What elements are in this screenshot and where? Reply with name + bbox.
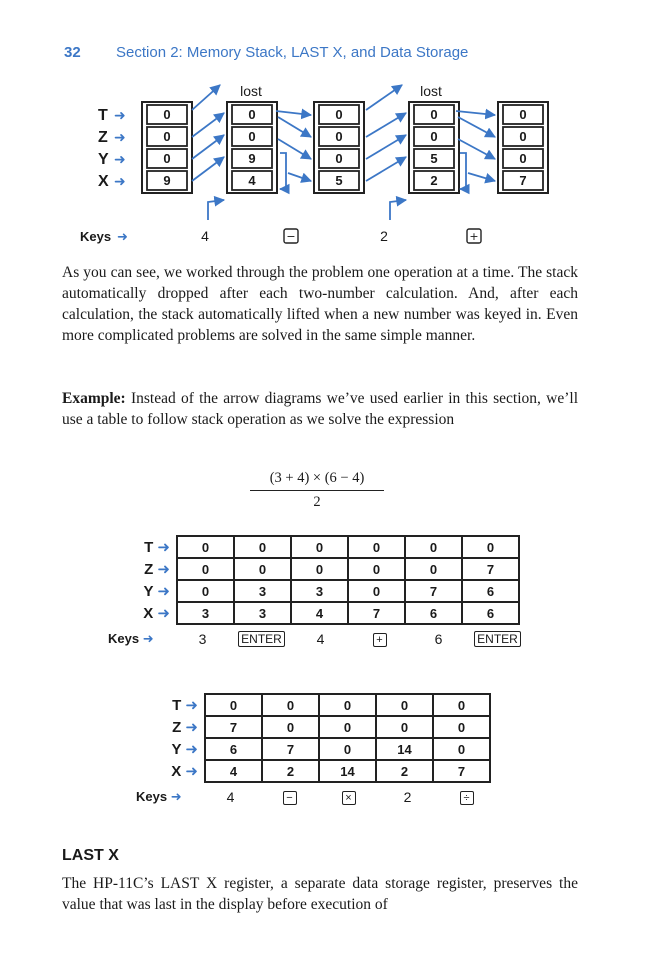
key-digit: 4 — [316, 631, 325, 647]
register-cell: 0 — [234, 536, 291, 558]
key-digit: 3 — [198, 631, 207, 647]
stack-cell-value: 0 — [430, 129, 438, 144]
lift-arrow-icon — [366, 85, 402, 110]
key-press — [321, 789, 376, 805]
arrow-right-icon: ➜ — [114, 152, 126, 168]
stack-cell-value: 0 — [519, 107, 527, 122]
register-cell: 0 — [348, 536, 405, 558]
register-cell: 14 — [376, 738, 433, 760]
combine-bracket-icon — [460, 153, 466, 189]
drop-arrow-icon — [458, 117, 495, 137]
register-row — [146, 716, 490, 738]
register-name: Y — [143, 583, 154, 600]
arrow-right-icon: ➜ — [181, 741, 198, 758]
register-cell: 7 — [433, 760, 490, 782]
register-cell: 7 — [262, 738, 319, 760]
keys-label — [108, 631, 174, 647]
operator-key-icon: ÷ — [460, 791, 474, 805]
intro-paragraph: As you can see, we worked through the problem one operation at a time. The stack automatically dropped after each two-number calculation. And, after each calculation, the stack automatically lifted when a new number was keyed in. Even more complicated problems are solved in the same simple manner. — [62, 264, 578, 344]
stack-cell-value: 0 — [335, 107, 343, 122]
register-cell: 6 — [462, 580, 519, 602]
register-cell: 0 — [376, 716, 433, 738]
stack-cell-value: 7 — [519, 173, 527, 188]
register-name: X — [171, 763, 182, 780]
arrow-right-icon: ➜ — [117, 230, 128, 245]
stack-cell-value: 0 — [335, 151, 343, 166]
register-cell: 0 — [262, 716, 319, 738]
keys-row — [136, 789, 491, 809]
key-press — [439, 789, 494, 805]
register-cell: 3 — [177, 602, 234, 624]
lift-arrow-icon — [192, 113, 224, 137]
arrow-right-icon: ➜ — [181, 697, 198, 714]
stack-table-2 — [136, 693, 491, 809]
section-title: Section 2: Memory Stack, LAST X, and Data Storage — [116, 44, 469, 61]
stack-cell-value: 9 — [248, 151, 256, 166]
register-cell: 0 — [234, 558, 291, 580]
expression-fraction — [250, 470, 384, 511]
register-label — [146, 738, 205, 760]
drop-arrow-icon — [468, 173, 495, 181]
drop-arrow-icon — [278, 117, 311, 137]
stack-cell-value: 0 — [519, 151, 527, 166]
register-label — [118, 558, 177, 580]
arrow-right-icon: ➜ — [181, 763, 198, 780]
register-cell: 0 — [348, 580, 405, 602]
key-press — [293, 631, 348, 647]
example-label: Example: — [62, 390, 126, 407]
key-press — [380, 789, 435, 805]
key-press — [470, 631, 525, 647]
stack-cell-value: 0 — [430, 107, 438, 122]
register-cell: 7 — [462, 558, 519, 580]
register-cell: 0 — [262, 694, 319, 716]
expression-numerator: (3 + 4) × (6 − 4) — [250, 470, 384, 491]
register-cell: 0 — [177, 558, 234, 580]
arrow-right-icon: ➜ — [153, 539, 170, 556]
expression-denominator: 2 — [313, 494, 321, 510]
register-row — [118, 558, 519, 580]
key-press — [352, 631, 407, 647]
arrow-right-icon: ➜ — [170, 789, 182, 804]
stack-cell-value: 4 — [248, 173, 256, 188]
arrow-right-icon: ➜ — [153, 583, 170, 600]
key-digit: 2 — [380, 228, 388, 244]
register-cell: 0 — [319, 694, 376, 716]
stack-arrow-diagram — [0, 0, 666, 260]
arrow-right-icon: ➜ — [153, 605, 170, 622]
register-name: Y — [171, 741, 182, 758]
register-cell: 0 — [177, 536, 234, 558]
register-cell: 0 — [433, 738, 490, 760]
drop-arrow-icon — [288, 173, 311, 181]
register-cell: 2 — [262, 760, 319, 782]
plus-key-icon: + — [469, 230, 479, 243]
lift-arrow-icon — [192, 135, 224, 159]
key-press — [262, 789, 317, 805]
stack-cell-value: 2 — [430, 173, 438, 188]
register-cell: 3 — [234, 580, 291, 602]
register-cell: 0 — [291, 536, 348, 558]
arrow-right-icon: ➜ — [114, 108, 126, 124]
keys-label-text: Keys — [108, 631, 140, 646]
combine-bracket-icon — [280, 153, 286, 189]
stack-cell-value: 0 — [248, 107, 256, 122]
register-cell: 7 — [348, 602, 405, 624]
key-digit: 6 — [434, 631, 443, 647]
stack-cell-value: 5 — [335, 173, 343, 188]
register-row — [118, 580, 519, 602]
drop-arrow-icon — [456, 111, 495, 115]
register-cell: 0 — [462, 536, 519, 558]
register-label: T — [98, 107, 108, 124]
stack-cell-value: 0 — [335, 129, 343, 144]
register-label: Y — [98, 151, 109, 168]
key-digit: 4 — [226, 789, 235, 805]
register-row — [146, 738, 490, 760]
operator-key-icon: × — [342, 791, 356, 805]
register-name: T — [172, 697, 182, 714]
register-cell: 7 — [205, 716, 262, 738]
register-cell: 7 — [405, 580, 462, 602]
lift-arrow-icon — [192, 157, 224, 181]
keys-label — [136, 789, 202, 805]
register-cell: 0 — [319, 716, 376, 738]
register-cell: 0 — [348, 558, 405, 580]
lastx-paragraph: The HP-11C’s LAST X register, a separate data storage register, preserves the value that was last in the display before execution of — [62, 875, 578, 913]
register-row — [118, 536, 519, 558]
enter-key: ENTER — [238, 631, 285, 647]
register-name: X — [143, 605, 154, 622]
stack-cell-value: 0 — [248, 129, 256, 144]
drop-arrow-icon — [458, 139, 495, 159]
key-press — [411, 631, 466, 647]
register-name: Z — [172, 719, 182, 736]
key-digit: 4 — [201, 228, 209, 244]
lastx-heading: LAST X — [62, 847, 119, 864]
keys-label: Keys — [80, 229, 112, 244]
register-cell: 2 — [376, 760, 433, 782]
key-press — [175, 631, 230, 647]
lost-label: lost — [420, 83, 442, 99]
register-table — [146, 693, 491, 783]
lost-label: lost — [240, 83, 262, 99]
register-row — [118, 602, 519, 624]
register-cell: 0 — [433, 716, 490, 738]
register-name: Z — [144, 561, 154, 578]
stack-cell-value: 0 — [163, 151, 171, 166]
lift-arrow-icon — [366, 113, 406, 137]
register-label — [118, 602, 177, 624]
drop-arrow-icon — [276, 111, 311, 115]
register-cell: 6 — [462, 602, 519, 624]
register-cell: 3 — [234, 602, 291, 624]
stack-cell-value: 0 — [163, 107, 171, 122]
lift-arrow-icon — [366, 157, 406, 181]
arrow-right-icon: ➜ — [142, 631, 154, 646]
arrow-right-icon: ➜ — [181, 719, 198, 736]
page-number: 32 — [64, 44, 81, 61]
keys-row — [108, 631, 520, 651]
stack-table-1 — [108, 535, 520, 651]
register-cell: 0 — [376, 694, 433, 716]
register-label — [146, 760, 205, 782]
register-label — [146, 694, 205, 716]
key-digit: 2 — [403, 789, 412, 805]
register-cell: 0 — [177, 580, 234, 602]
register-cell: 0 — [205, 694, 262, 716]
register-cell: 6 — [405, 602, 462, 624]
register-cell: 4 — [205, 760, 262, 782]
register-label — [118, 536, 177, 558]
drop-arrow-icon — [278, 139, 311, 159]
register-cell: 0 — [319, 738, 376, 760]
register-label — [146, 716, 205, 738]
arrow-right-icon: ➜ — [114, 130, 126, 146]
register-row — [146, 694, 490, 716]
register-cell: 0 — [405, 558, 462, 580]
stack-cell-value: 5 — [430, 151, 438, 166]
stack-cell-value: 0 — [519, 129, 527, 144]
keys-label-text: Keys — [136, 789, 168, 804]
register-table — [118, 535, 520, 625]
register-label: Z — [98, 129, 108, 146]
stack-cell-value: 0 — [163, 129, 171, 144]
register-cell: 3 — [291, 580, 348, 602]
operator-key-icon: − — [283, 791, 297, 805]
register-cell: 0 — [291, 558, 348, 580]
stack-cell-value: 9 — [163, 173, 171, 188]
register-label: X — [98, 173, 109, 190]
key-entry-arrow-icon — [390, 200, 406, 220]
arrow-right-icon: ➜ — [114, 174, 126, 190]
example-paragraph — [62, 388, 578, 430]
lift-arrow-icon — [192, 85, 220, 110]
minus-key-icon: − — [286, 230, 296, 243]
operator-key-icon: + — [373, 633, 387, 647]
register-label — [118, 580, 177, 602]
key-press — [203, 789, 258, 805]
key-entry-arrow-icon — [208, 200, 224, 220]
register-cell: 6 — [205, 738, 262, 760]
register-row — [146, 760, 490, 782]
register-name: T — [144, 539, 154, 556]
register-cell: 0 — [405, 536, 462, 558]
register-cell: 4 — [291, 602, 348, 624]
arrow-right-icon: ➜ — [153, 561, 170, 578]
register-cell: 14 — [319, 760, 376, 782]
lift-arrow-icon — [366, 135, 406, 159]
enter-key: ENTER — [474, 631, 521, 647]
key-press — [234, 631, 289, 647]
example-text: Instead of the arrow diagrams we’ve used earlier in this section, we’ll use a table to follow stack operation as we solve the expression — [62, 390, 578, 428]
register-cell: 0 — [433, 694, 490, 716]
